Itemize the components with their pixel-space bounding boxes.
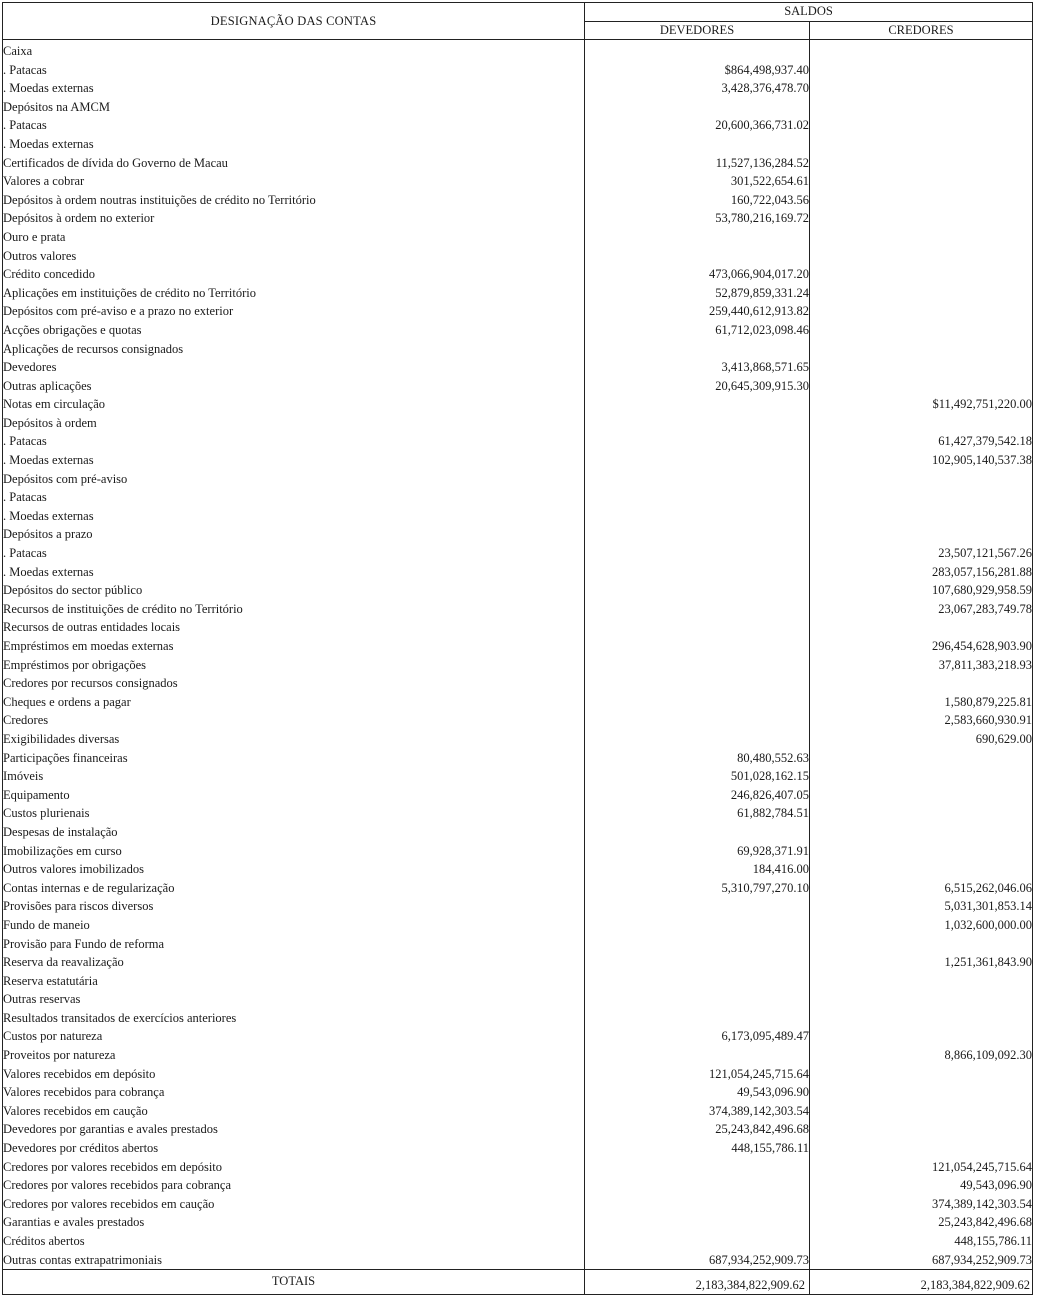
devedores-value (585, 340, 810, 359)
devedores-value (585, 935, 810, 954)
credores-value (810, 525, 1033, 544)
credores-value: 448,155,786.11 (810, 1232, 1033, 1251)
credores-value (810, 284, 1033, 303)
credores-value: 2,583,660,930.91 (810, 711, 1033, 730)
devedores-value (585, 674, 810, 693)
devedores-value: 374,389,142,303.54 (585, 1102, 810, 1121)
account-name: Equipamento (3, 786, 585, 805)
table-row (3, 674, 1033, 693)
devedores-value (585, 432, 810, 451)
account-name: . Patacas (3, 488, 585, 507)
devedores-value: 80,480,552.63 (585, 749, 810, 768)
credores-value: 687,934,252,909.73 (810, 1251, 1033, 1270)
credores-value (810, 842, 1033, 861)
account-name: Certificados de dívida do Governo de Macau (3, 154, 585, 173)
devedores-value (585, 823, 810, 842)
devedores-value (585, 544, 810, 563)
credores-value (810, 823, 1033, 842)
account-name: Devedores por garantias e avales prestados (3, 1120, 585, 1139)
credores-value: 121,054,245,715.64 (810, 1158, 1033, 1177)
ledger-body (3, 40, 1033, 1270)
account-name: Participações financeiras (3, 749, 585, 768)
devedores-value (585, 507, 810, 526)
table-row (3, 191, 1033, 210)
credores-value: 296,454,628,903.90 (810, 637, 1033, 656)
table-row (3, 1195, 1033, 1214)
devedores-value: 160,722,043.56 (585, 191, 810, 210)
account-name: Depósitos à ordem (3, 414, 585, 433)
account-name: Depósitos com pré-aviso (3, 470, 585, 489)
devedores-value: 52,879,859,331.24 (585, 284, 810, 303)
credores-value: 1,032,600,000.00 (810, 916, 1033, 935)
devedores-value: 448,155,786.11 (585, 1139, 810, 1158)
devedores-value (585, 972, 810, 991)
account-name: Valores a cobrar (3, 172, 585, 191)
account-name: Devedores (3, 358, 585, 377)
devedores-value (585, 1158, 810, 1177)
table-row (3, 1232, 1033, 1251)
credores-value (810, 98, 1033, 117)
header-saldos: SALDOS (585, 3, 1033, 22)
account-name: Contas internas e de regularização (3, 879, 585, 898)
credores-value (810, 414, 1033, 433)
accounts-balance-table (2, 2, 1033, 1295)
account-name: Credores por valores recebidos em depósito (3, 1158, 585, 1177)
table-row (3, 265, 1033, 284)
devedores-value: 121,054,245,715.64 (585, 1065, 810, 1084)
table-row (3, 284, 1033, 303)
account-name: Cheques e ordens a pagar (3, 693, 585, 712)
devedores-value: 6,173,095,489.47 (585, 1027, 810, 1046)
credores-value (810, 1027, 1033, 1046)
credores-value: 37,811,383,218.93 (810, 656, 1033, 675)
credores-value (810, 79, 1033, 98)
devedores-value (585, 98, 810, 117)
table-row (3, 432, 1033, 451)
devedores-value (585, 711, 810, 730)
credores-value (810, 990, 1033, 1009)
account-name: . Moedas externas (3, 563, 585, 582)
devedores-value (585, 451, 810, 470)
account-name: Aplicações em instituições de crédito no Território (3, 284, 585, 303)
account-name: Valores recebidos em depósito (3, 1065, 585, 1084)
table-row (3, 302, 1033, 321)
totals-label: TOTAIS (3, 1270, 585, 1295)
credores-value (810, 767, 1033, 786)
credores-value (810, 618, 1033, 637)
credores-value: 374,389,142,303.54 (810, 1195, 1033, 1214)
account-name: Notas em circulação (3, 395, 585, 414)
table-row (3, 897, 1033, 916)
table-row (3, 470, 1033, 489)
devedores-value (585, 1176, 810, 1195)
devedores-value (585, 1195, 810, 1214)
table-row (3, 842, 1033, 861)
account-name: . Moedas externas (3, 451, 585, 470)
table-row (3, 1251, 1033, 1270)
table-row (3, 321, 1033, 340)
credores-value: $11,492,751,220.00 (810, 395, 1033, 414)
account-name: Credores (3, 711, 585, 730)
credores-value (810, 804, 1033, 823)
devedores-value (585, 897, 810, 916)
account-name: Depósitos do sector público (3, 581, 585, 600)
account-name: Reserva estatutária (3, 972, 585, 991)
table-row (3, 172, 1033, 191)
devedores-value (585, 470, 810, 489)
devedores-value: 69,928,371.91 (585, 842, 810, 861)
account-name: Credores por valores recebidos para cobrança (3, 1176, 585, 1195)
credores-value (810, 358, 1033, 377)
table-row (3, 98, 1033, 117)
account-name: Provisões para riscos diversos (3, 897, 585, 916)
credores-value (810, 340, 1033, 359)
header-credores: CREDORES (810, 21, 1033, 40)
table-row (3, 488, 1033, 507)
account-name: Outras contas extrapatrimoniais (3, 1251, 585, 1270)
header-designacao: DESIGNAÇÃO DAS CONTAS (3, 3, 585, 40)
account-name: Depósitos na AMCM (3, 98, 585, 117)
credores-value (810, 786, 1033, 805)
table-row (3, 1102, 1033, 1121)
credores-value: 107,680,929,958.59 (810, 581, 1033, 600)
devedores-value: 53,780,216,169.72 (585, 209, 810, 228)
devedores-value: 301,522,654.61 (585, 172, 810, 191)
devedores-value: 25,243,842,496.68 (585, 1120, 810, 1139)
table-row (3, 730, 1033, 749)
table-row (3, 804, 1033, 823)
table-row (3, 786, 1033, 805)
credores-value (810, 1139, 1033, 1158)
table-row (3, 1046, 1033, 1065)
account-name: Custos plurienais (3, 804, 585, 823)
credores-value: 25,243,842,496.68 (810, 1213, 1033, 1232)
credores-value (810, 40, 1033, 61)
devedores-value: 11,527,136,284.52 (585, 154, 810, 173)
credores-value (810, 116, 1033, 135)
account-name: Empréstimos por obrigações (3, 656, 585, 675)
table-row (3, 767, 1033, 786)
devedores-value (585, 656, 810, 675)
account-name: Aplicações de recursos consignados (3, 340, 585, 359)
table-row (3, 879, 1033, 898)
devedores-value (585, 618, 810, 637)
account-name: Imóveis (3, 767, 585, 786)
table-row (3, 40, 1033, 61)
table-row (3, 247, 1033, 266)
credores-value (810, 377, 1033, 396)
devedores-value (585, 916, 810, 935)
credores-value (810, 488, 1033, 507)
devedores-value (585, 135, 810, 154)
devedores-value (585, 1009, 810, 1028)
account-name: Créditos abertos (3, 1232, 585, 1251)
table-row (3, 935, 1033, 954)
account-name: . Patacas (3, 544, 585, 563)
credores-value (810, 191, 1033, 210)
credores-value (810, 1083, 1033, 1102)
devedores-value: 687,934,252,909.73 (585, 1251, 810, 1270)
table-row (3, 656, 1033, 675)
credores-value (810, 860, 1033, 879)
credores-value (810, 172, 1033, 191)
account-name: Garantias e avales prestados (3, 1213, 585, 1232)
account-name: Depósitos com pré-aviso e a prazo no exterior (3, 302, 585, 321)
credores-value: 23,067,283,749.78 (810, 600, 1033, 619)
table-row (3, 600, 1033, 619)
table-row (3, 544, 1033, 563)
credores-value (810, 749, 1033, 768)
devedores-value (585, 581, 810, 600)
credores-value (810, 135, 1033, 154)
credores-value (810, 154, 1033, 173)
account-name: . Patacas (3, 432, 585, 451)
credores-value (810, 972, 1033, 991)
account-name: Credores por recursos consignados (3, 674, 585, 693)
credores-value: 690,629.00 (810, 730, 1033, 749)
table-row (3, 1065, 1033, 1084)
table-row (3, 953, 1033, 972)
credores-value: 61,427,379,542.18 (810, 432, 1033, 451)
account-name: Credores por valores recebidos em caução (3, 1195, 585, 1214)
table-row (3, 340, 1033, 359)
credores-value (810, 265, 1033, 284)
credores-value (810, 302, 1033, 321)
devedores-value: 246,826,407.05 (585, 786, 810, 805)
account-name: Crédito concedido (3, 265, 585, 284)
account-name: Fundo de maneio (3, 916, 585, 935)
table-row (3, 1120, 1033, 1139)
account-name: . Moedas externas (3, 79, 585, 98)
table-row (3, 693, 1033, 712)
credores-value: 6,515,262,046.06 (810, 879, 1033, 898)
devedores-value (585, 488, 810, 507)
account-name: Ouro e prata (3, 228, 585, 247)
totals-devedores: 2,183,384,822,909.62 (585, 1270, 810, 1295)
devedores-value (585, 953, 810, 972)
devedores-value: 20,600,366,731.02 (585, 116, 810, 135)
credores-value: 5,031,301,853.14 (810, 897, 1033, 916)
table-row (3, 1158, 1033, 1177)
table-row (3, 1213, 1033, 1232)
credores-value (810, 209, 1033, 228)
account-name: Depósitos à ordem no exterior (3, 209, 585, 228)
account-name: Devedores por créditos abertos (3, 1139, 585, 1158)
devedores-value (585, 414, 810, 433)
table-row (3, 581, 1033, 600)
table-row (3, 1027, 1033, 1046)
account-name: Recursos de outras entidades locais (3, 618, 585, 637)
table-row (3, 1176, 1033, 1195)
table-row (3, 79, 1033, 98)
table-row (3, 395, 1033, 414)
credores-value (810, 1009, 1033, 1028)
devedores-value (585, 730, 810, 749)
table-row (3, 451, 1033, 470)
header-devedores: DEVEDORES (585, 21, 810, 40)
account-name: Acções obrigações e quotas (3, 321, 585, 340)
account-name: Outras aplicações (3, 377, 585, 396)
table-row (3, 749, 1033, 768)
devedores-value (585, 637, 810, 656)
account-name: . Patacas (3, 61, 585, 80)
account-name: Proveitos por natureza (3, 1046, 585, 1065)
devedores-value: $864,498,937.40 (585, 61, 810, 80)
devedores-value (585, 525, 810, 544)
table-row (3, 1083, 1033, 1102)
account-name: Recursos de instituições de crédito no Território (3, 600, 585, 619)
table-row (3, 358, 1033, 377)
table-row (3, 860, 1033, 879)
account-name: Imobilizações em curso (3, 842, 585, 861)
devedores-value: 5,310,797,270.10 (585, 879, 810, 898)
account-name: Outros valores (3, 247, 585, 266)
credores-value (810, 321, 1033, 340)
credores-value: 1,251,361,843.90 (810, 953, 1033, 972)
account-name: . Moedas externas (3, 135, 585, 154)
table-row (3, 972, 1033, 991)
account-name: Outras reservas (3, 990, 585, 1009)
devedores-value (585, 395, 810, 414)
table-row (3, 1009, 1033, 1028)
table-row (3, 525, 1033, 544)
account-name: Depósitos à ordem noutras instituições de crédito no Território (3, 191, 585, 210)
table-row (3, 823, 1033, 842)
credores-value (810, 1102, 1033, 1121)
devedores-value: 259,440,612,913.82 (585, 302, 810, 321)
table-row (3, 135, 1033, 154)
account-name: . Moedas externas (3, 507, 585, 526)
devedores-value: 473,066,904,017.20 (585, 265, 810, 284)
devedores-value: 61,712,023,098.46 (585, 321, 810, 340)
account-name: Depósitos a prazo (3, 525, 585, 544)
account-name: Valores recebidos para cobrança (3, 1083, 585, 1102)
table-row (3, 61, 1033, 80)
table-row (3, 414, 1033, 433)
table-row (3, 507, 1033, 526)
credores-value (810, 507, 1033, 526)
credores-value (810, 935, 1033, 954)
credores-value: 23,507,121,567.26 (810, 544, 1033, 563)
devedores-value: 20,645,309,915.30 (585, 377, 810, 396)
table-row (3, 228, 1033, 247)
account-name: Provisão para Fundo de reforma (3, 935, 585, 954)
account-name: Reserva da reavalização (3, 953, 585, 972)
totals-row (3, 1270, 1033, 1295)
account-name: Resultados transitados de exercícios anteriores (3, 1009, 585, 1028)
table-row (3, 563, 1033, 582)
devedores-value (585, 40, 810, 61)
devedores-value: 501,028,162.15 (585, 767, 810, 786)
devedores-value (585, 1232, 810, 1251)
credores-value (810, 228, 1033, 247)
account-name: Exigibilidades diversas (3, 730, 585, 749)
table-row (3, 116, 1033, 135)
devedores-value (585, 1213, 810, 1232)
account-name: . Patacas (3, 116, 585, 135)
table-row (3, 1139, 1033, 1158)
credores-value: 8,866,109,092.30 (810, 1046, 1033, 1065)
totals-credores: 2,183,384,822,909.62 (810, 1270, 1033, 1295)
table-row (3, 637, 1033, 656)
table-row (3, 377, 1033, 396)
devedores-value (585, 563, 810, 582)
account-name: Caixa (3, 40, 585, 61)
table-row (3, 618, 1033, 637)
devedores-value (585, 228, 810, 247)
devedores-value (585, 247, 810, 266)
devedores-value (585, 1046, 810, 1065)
account-name: Empréstimos em moedas externas (3, 637, 585, 656)
account-name: Despesas de instalação (3, 823, 585, 842)
account-name: Valores recebidos em caução (3, 1102, 585, 1121)
table-row (3, 711, 1033, 730)
credores-value: 49,543,096.90 (810, 1176, 1033, 1195)
devedores-value: 3,413,868,571.65 (585, 358, 810, 377)
devedores-value (585, 990, 810, 1009)
credores-value (810, 1120, 1033, 1139)
devedores-value: 61,882,784.51 (585, 804, 810, 823)
devedores-value (585, 600, 810, 619)
account-name: Outros valores imobilizados (3, 860, 585, 879)
credores-value (810, 247, 1033, 266)
devedores-value: 3,428,376,478.70 (585, 79, 810, 98)
credores-value (810, 61, 1033, 80)
account-name: Custos por natureza (3, 1027, 585, 1046)
credores-value: 1,580,879,225.81 (810, 693, 1033, 712)
devedores-value: 49,543,096.90 (585, 1083, 810, 1102)
devedores-value: 184,416.00 (585, 860, 810, 879)
credores-value (810, 470, 1033, 489)
credores-value (810, 1065, 1033, 1084)
table-row (3, 154, 1033, 173)
devedores-value (585, 693, 810, 712)
table-row (3, 916, 1033, 935)
credores-value: 102,905,140,537.38 (810, 451, 1033, 470)
credores-value: 283,057,156,281.88 (810, 563, 1033, 582)
table-row (3, 990, 1033, 1009)
credores-value (810, 674, 1033, 693)
table-row (3, 209, 1033, 228)
